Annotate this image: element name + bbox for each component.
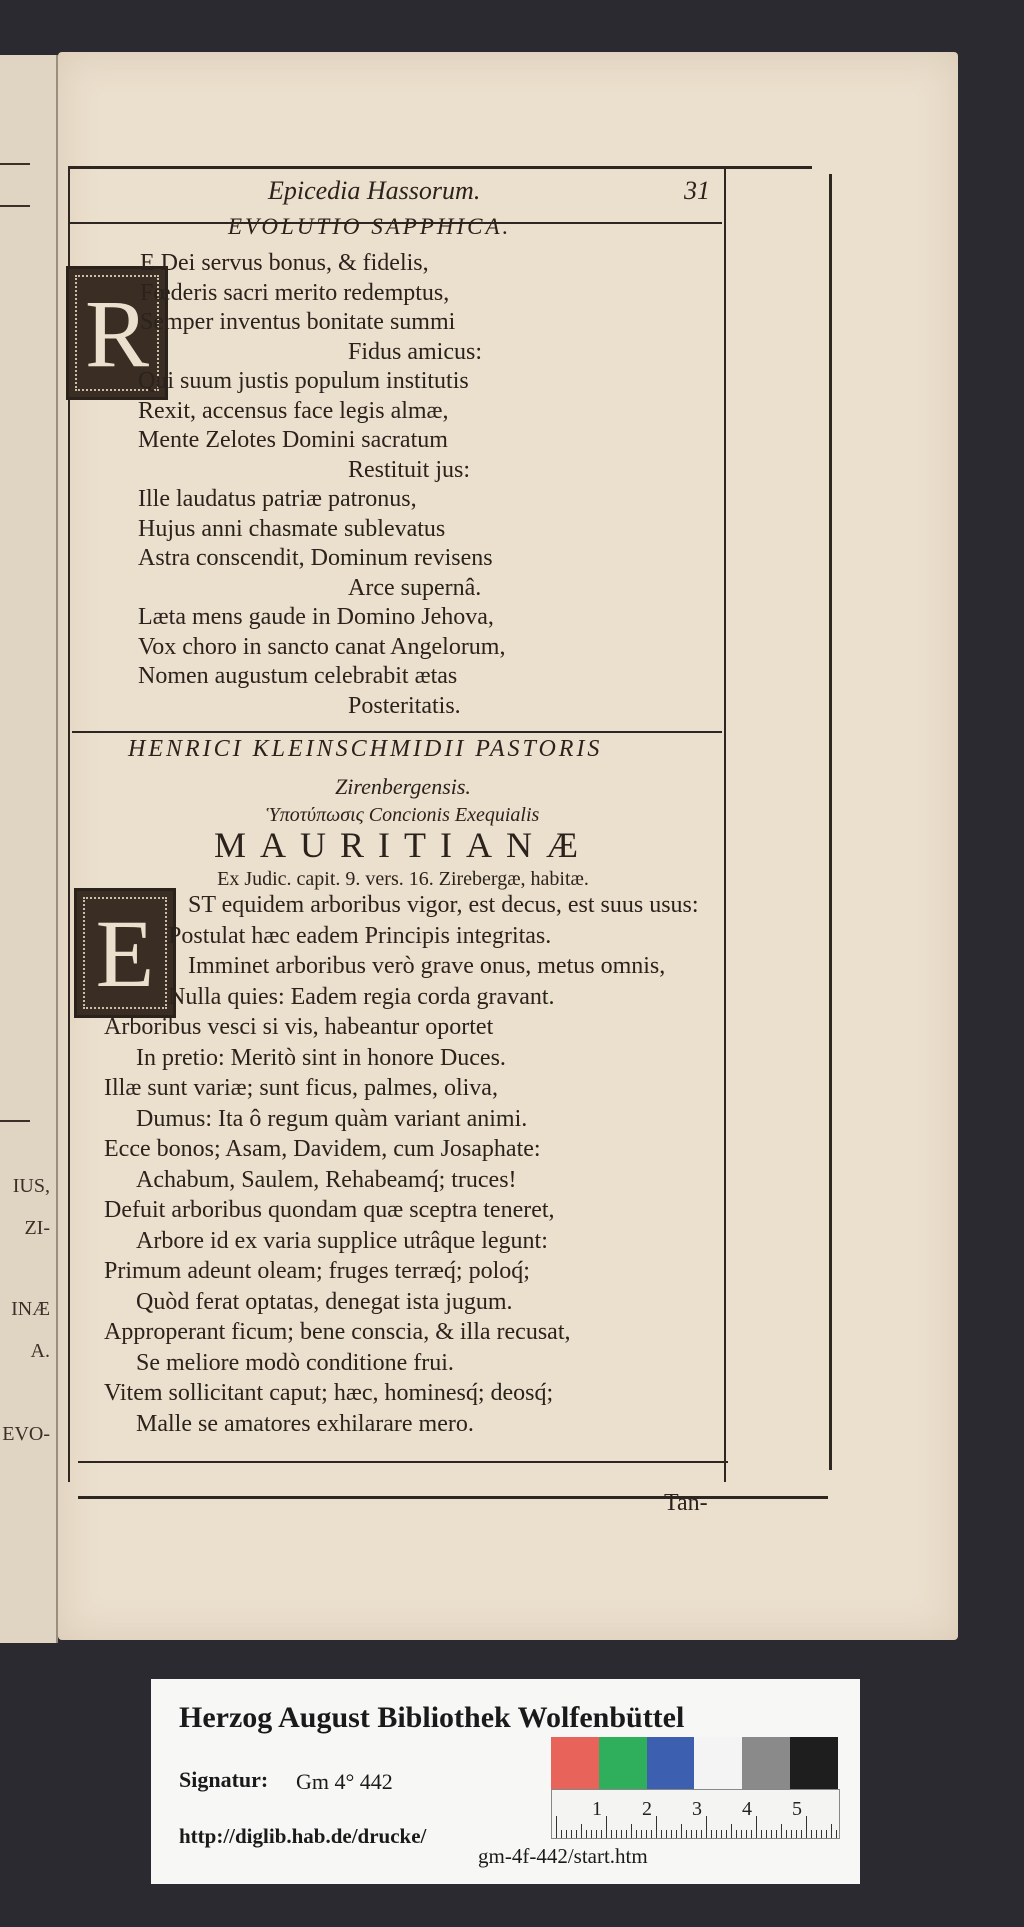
author-subheading: Zirenbergensis. — [335, 774, 471, 799]
ruler-tick — [806, 1816, 807, 1838]
verse-line: Fœderis sacri merito redemptus, — [140, 279, 450, 306]
ruler-tick — [666, 1830, 667, 1838]
ruler-tick — [826, 1830, 827, 1838]
ruler-tick — [751, 1830, 752, 1838]
verse-line: Malle se amatores exhilarare mero. — [136, 1410, 474, 1437]
ruler-tick — [836, 1830, 837, 1838]
verse-line: Nulla quies: Eadem regia corda gravant. — [168, 983, 555, 1010]
verse-line: Mente Zelotes Domini sacratum — [138, 427, 448, 453]
ruler-tick — [741, 1830, 742, 1838]
verse-line: Læta mens gaude in Domino Jehova, — [138, 604, 494, 630]
verse-line: Approperant ficum; bene conscia, & illa recusat, — [104, 1319, 571, 1345]
outer-frame-line — [829, 174, 832, 1470]
verse-line: Se meliore modò conditione frui. — [136, 1349, 454, 1376]
ruler-tick — [651, 1830, 652, 1838]
ruler-tick — [711, 1830, 712, 1838]
ruler-tick — [801, 1830, 802, 1838]
verse-line: Quòd ferat optatas, denegat ista jugum. — [136, 1288, 513, 1315]
book-page — [58, 52, 958, 1640]
left-page-edge — [0, 55, 58, 1643]
left-page-rule — [0, 1120, 30, 1122]
ruler-tick — [611, 1830, 612, 1838]
left-page-fragment: A. — [30, 1340, 50, 1362]
left-page-fragment: EVO- — [2, 1423, 50, 1445]
ruler-tick — [761, 1830, 762, 1838]
measurement-ruler — [551, 1789, 840, 1839]
ruler-tick — [641, 1830, 642, 1838]
verse-line: Postulat hæc eadem Principis integritas. — [168, 922, 552, 949]
verse-line: Imminet arboribus verò grave onus, metus omnis, — [188, 953, 666, 979]
ruler-tick — [686, 1830, 687, 1838]
verse-line: Arbore id ex varia supplice utrâque legunt: — [136, 1227, 548, 1254]
verse-line: Achabum, Saulem, Rehabeamq́; truces! — [136, 1166, 517, 1193]
signatur-value: Gm 4° 442 — [296, 1769, 393, 1794]
verse-line: Ecce bonos; Asam, Davidem, cum Josaphate: — [104, 1136, 541, 1162]
verse-line: Posteritatis. — [348, 692, 461, 719]
ruler-tick — [581, 1824, 582, 1838]
ruler-tick — [571, 1830, 572, 1838]
ruler-tick — [586, 1830, 587, 1838]
ruler-tick — [566, 1830, 567, 1838]
big-title: MAURITIANÆ — [214, 825, 592, 865]
color-swatch — [694, 1737, 742, 1789]
color-swatch — [599, 1737, 647, 1789]
ruler-tick — [746, 1830, 747, 1838]
ruler-tick — [796, 1830, 797, 1838]
section-title: EVOLUTIO SAPPHICA. — [228, 214, 512, 239]
ruler-tick — [636, 1830, 637, 1838]
verse-line: Astra conscendit, Dominum revisens — [138, 545, 493, 571]
greek-line: Ὑποτύπωσις Concionis Exequialis — [266, 804, 540, 826]
ruler-tick — [656, 1816, 657, 1838]
ruler-tick — [821, 1830, 822, 1838]
ruler-tick — [811, 1830, 812, 1838]
ruler-tick — [706, 1816, 707, 1838]
verse-line: In pretio: Meritò sint in honore Duces. — [136, 1044, 506, 1071]
ruler-tick — [766, 1830, 767, 1838]
url-base: http://diglib.hab.de/drucke/ — [179, 1824, 427, 1848]
color-calibration-chart — [551, 1737, 838, 1789]
ruler-tick — [721, 1830, 722, 1838]
ruler-tick — [561, 1830, 562, 1838]
ruler-tick — [646, 1830, 647, 1838]
ruler-tick — [736, 1830, 737, 1838]
reference-line: Ex Judic. capit. 9. vers. 16. Zirebergæ, habitæ. — [217, 868, 589, 890]
verse-line: Dumus: Ita ô regum quàm variant animi. — [136, 1105, 528, 1132]
ruler-tick — [596, 1830, 597, 1838]
ruler-number: 4 — [742, 1798, 752, 1820]
verse-line: Hujus anni chasmate sublevatus — [138, 515, 446, 542]
verse-line: Semper inventus bonitate summi — [140, 309, 456, 335]
running-head: Epicedia Hassorum. — [268, 176, 481, 205]
ruler-number: 2 — [642, 1798, 652, 1820]
verse-line: Ille laudatus patriæ patronus, — [138, 486, 417, 512]
verse-line: Primum adeunt oleam; fruges terræq́; poloq́; — [104, 1258, 530, 1284]
dropcap-e: E — [74, 888, 176, 1018]
ruler-number: 1 — [592, 1798, 602, 1820]
ruler-tick — [681, 1824, 682, 1838]
ruler-tick — [716, 1830, 717, 1838]
ruler-tick — [726, 1830, 727, 1838]
verse-line: Vitem sollicitant caput; hæc, hominesq́; deosq́; — [104, 1380, 554, 1406]
verse-line: Vox choro in sancto canat Angelorum, — [138, 633, 506, 660]
verse-line: Illæ sunt variæ; sunt ficus, palmes, oliva, — [104, 1075, 498, 1101]
ruler-tick — [576, 1830, 577, 1838]
section-divider — [72, 731, 722, 733]
verse-line: Fidus amicus: — [348, 338, 483, 365]
left-page-fragment: ZI- — [24, 1217, 50, 1239]
signatur-label: Signatur: — [179, 1767, 269, 1792]
ruler-number: 5 — [792, 1798, 802, 1820]
verse-line: Qui suum justis populum institutis — [138, 368, 469, 394]
ruler-tick — [786, 1830, 787, 1838]
ruler-tick — [816, 1830, 817, 1838]
foot-rule — [78, 1496, 828, 1499]
bottom-rule — [78, 1461, 728, 1463]
verse-line: Rexit, accensus face legis almæ, — [138, 397, 449, 424]
page-number: 31 — [684, 176, 710, 205]
left-page-rule — [0, 205, 30, 207]
author-heading: HENRICI KLEINSCHMIDII PASTORIS — [128, 736, 603, 762]
left-page-rule — [0, 163, 30, 165]
verse-line: Arce supernâ. — [348, 574, 482, 601]
left-page-fragment: IUS, — [12, 1175, 50, 1197]
verse-line: ST equidem arboribus vigor, est decus, est suus usus: — [188, 892, 699, 918]
left-page-fragment: INÆ — [11, 1298, 50, 1320]
ruler-tick — [776, 1830, 777, 1838]
ruler-tick — [616, 1830, 617, 1838]
ruler-tick — [691, 1830, 692, 1838]
library-card — [151, 1679, 860, 1884]
color-swatch — [790, 1737, 838, 1789]
verse-line: Arboribus vesci si vis, habeantur oportet — [104, 1014, 494, 1040]
ruler-tick — [626, 1830, 627, 1838]
ruler-tick — [731, 1824, 732, 1838]
ruler-tick — [781, 1824, 782, 1838]
ruler-tick — [621, 1830, 622, 1838]
verse-line: Defuit arboribus quondam quæ sceptra teneret, — [104, 1197, 555, 1223]
color-swatch — [647, 1737, 695, 1789]
ruler-tick — [831, 1824, 832, 1838]
ruler-tick — [696, 1830, 697, 1838]
ruler-tick — [671, 1830, 672, 1838]
color-swatch — [742, 1737, 790, 1789]
ruler-tick — [791, 1830, 792, 1838]
ruler-tick — [771, 1830, 772, 1838]
ruler-tick — [556, 1816, 557, 1838]
verse-line: E Dei servus bonus, & fidelis, — [140, 250, 429, 276]
ruler-tick — [661, 1830, 662, 1838]
ruler-tick — [676, 1830, 677, 1838]
ruler-tick — [591, 1830, 592, 1838]
catchword: Tan- — [664, 1490, 708, 1516]
ruler-tick — [631, 1824, 632, 1838]
dropcap-r: R — [66, 266, 168, 400]
url-path: gm-4f-442/start.htm — [478, 1844, 648, 1868]
verse-line: Nomen augustum celebrabit ætas — [138, 663, 458, 689]
color-swatch — [551, 1737, 599, 1789]
ruler-tick — [701, 1830, 702, 1838]
ruler-number: 3 — [692, 1798, 702, 1820]
verse-line: Restituit jus: — [348, 456, 471, 483]
ruler-tick — [606, 1816, 607, 1838]
ruler-tick — [756, 1816, 757, 1838]
library-name: Herzog August Bibliothek Wolfenbüttel — [179, 1701, 685, 1734]
ruler-tick — [601, 1830, 602, 1838]
